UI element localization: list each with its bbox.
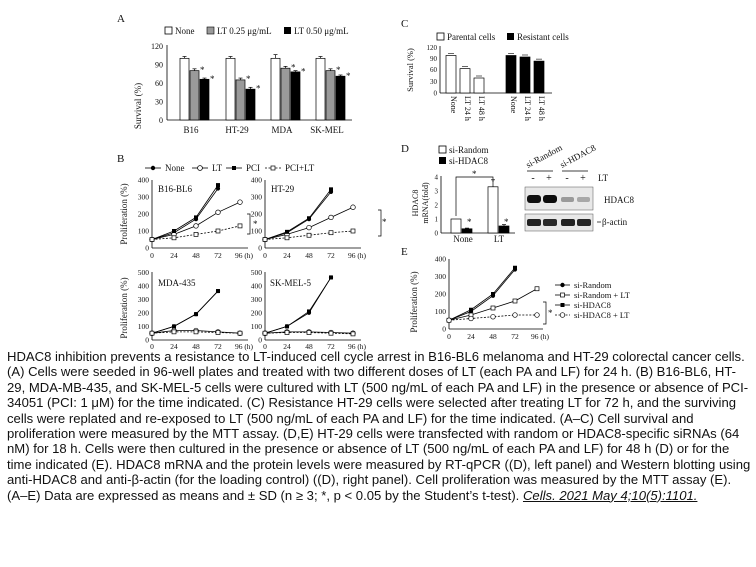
panel-a-ytick: 30 [155,97,163,107]
subplot-ht29-lines [263,187,356,241]
bar [246,89,255,120]
bar [462,229,472,233]
legend-lt050-swatch [284,27,291,34]
panel-d-letter: D [401,143,409,155]
panel-d-group-label: None [453,234,473,244]
bar [291,72,300,120]
ytick: 300 [250,295,262,304]
panel-b-letter: B [117,153,125,165]
legend-lt025-swatch [207,27,214,34]
bar [506,56,516,94]
panel-d-ytick: 2 [434,201,438,210]
series-line [152,189,218,240]
series-line [265,192,331,240]
panel-b-ylabel-top: Proliferation (%) [119,183,129,245]
xtick: 96 (h) [234,251,254,260]
legend-sihdac8-swatch [439,157,446,164]
legend-lt025-label: LT 0.25 μg/mL [217,26,272,36]
xtick: 96 (h) [530,332,550,341]
data-point [238,331,242,335]
subplot-mda435 [138,268,254,351]
series-line [152,291,218,333]
legend-pci-marker [232,166,236,170]
xtick: 24 [283,251,291,260]
panel-c-xlabel: LT 24 h [523,96,532,121]
significance-star: * [336,64,341,75]
legend-parental-label: Parental cells [447,32,496,42]
panel-e-legend [555,280,631,320]
legend-lt-marker [198,166,203,171]
ytick: 500 [250,268,262,277]
data-point [491,292,495,296]
bar [180,58,189,120]
xtick: 24 [170,342,178,351]
ytick: 200 [250,308,262,318]
data-point [194,215,198,219]
data-point [535,313,540,318]
xtick: 48 [305,342,313,351]
data-point [216,210,221,215]
data-point [150,331,154,335]
panel-d-ytick: 0 [434,229,438,238]
xtick: 0 [150,342,154,351]
ytick: 400 [434,254,446,264]
panel-b-legend [145,163,315,173]
ytick: 300 [137,295,149,304]
data-point [307,216,311,220]
legend-pcilt-marker [271,166,275,170]
legend-sihdac8-label: si-HDAC8 [574,300,611,310]
xtick: 0 [263,342,267,351]
significance-star: * [467,217,472,227]
xtick: 48 [192,342,200,351]
data-point [172,229,176,233]
panel-c-ytick: 90 [430,55,437,63]
western-blot [524,142,634,231]
panel-a-group-label: MDA [271,125,293,135]
xtick: 72 [327,251,335,260]
xtick: 0 [263,251,267,260]
legend-pcilt-label: PCI+LT [285,163,315,173]
data-point [469,316,474,321]
panel-a-group-label: HT-29 [225,125,249,135]
bar [460,69,470,93]
ytick: 400 [250,175,262,185]
ytick: 500 [137,268,149,277]
data-point [285,230,289,234]
subplot-skmel5 [251,268,367,351]
blot-sign: + [580,173,586,184]
panel-c-bars [446,54,544,94]
legend-parental-swatch [437,33,444,40]
panel-b-ylabel-bottom: Proliferation (%) [119,277,129,339]
significance-star: * [346,70,351,81]
significance-star: * [504,217,509,227]
series-line [449,268,515,321]
legend-sirandom-lt-label: si-Random + LT [574,290,630,300]
subplot-title: B16-BL6 [158,184,193,194]
blot-band [577,219,591,226]
data-point [216,289,220,293]
panel-c-xlabel: LT 24 h [463,96,472,121]
legend-resistant-label: Resistant cells [517,32,569,42]
panel-e-ylabel: Proliferation (%) [409,271,419,333]
ytick: 200 [137,308,149,318]
panel-d-ylabel [411,182,430,224]
legend-none-label: None [175,26,195,36]
bar [520,57,530,93]
data-point [329,215,334,220]
subplot-ht29 [251,176,387,261]
significance-star: * [246,74,251,85]
bar [336,76,345,120]
xtick: 72 [214,342,222,351]
data-point [351,205,356,210]
legend-sihdac8-lt-label: si-HDAC8 + LT [574,310,630,320]
bar [474,78,484,93]
significance-bracket [456,177,493,216]
blot-band [561,219,575,226]
panel-a [117,13,352,135]
legend-none-marker [151,166,155,170]
blot-band [561,197,574,202]
ytick: 100 [250,322,262,331]
blot-band [577,197,590,202]
panel-a-ytick: 60 [155,79,163,88]
significance-star: * [256,83,261,94]
subplot-mda435-lines [150,289,243,336]
blot-band [527,195,541,203]
bar [499,226,509,233]
data-point [307,309,311,313]
data-point [194,312,198,316]
significance-star: * [382,217,387,227]
legend-none-label: None [165,163,185,173]
panel-c-ytick: 0 [433,89,437,98]
data-point [329,275,333,279]
panel-c [401,18,569,121]
legend-sirandom-label: si-Random [574,280,612,290]
ytick: 200 [434,289,446,299]
significance-star: * [210,74,215,85]
panel-a-letter: A [117,13,125,25]
panel-c-xlabel: None [449,96,458,114]
panel-a-group-label: B16 [183,125,199,135]
series-line [449,270,515,321]
panel-a-bars [180,55,351,120]
blot-sign: - [531,173,535,184]
citation-link[interactable]: Cells. 2021 May 4;10(5):1101. [522,487,698,503]
data-point [172,324,176,328]
ytick: 100 [137,322,149,331]
bar [326,71,335,120]
blot-header-sirandom: si-Random [524,142,564,170]
blot-label-hdac8: HDAC8 [604,195,635,205]
xtick: 0 [447,332,451,341]
subplot-title: SK-MEL-5 [270,278,311,288]
xtick: 72 [511,332,519,341]
data-point [172,330,176,334]
subplot-title: MDA-435 [158,278,196,288]
blot-sign: - [565,173,569,184]
blot-lt-label: LT [598,173,609,183]
subplot-title: HT-29 [271,184,295,194]
bar [281,68,290,120]
data-point [263,238,267,242]
xtick: 72 [327,342,335,351]
panel-a-group-label: SK-MEL [310,125,344,135]
ytick: 0 [442,324,446,334]
xtick: 72 [214,251,222,260]
panel-b [117,153,387,351]
legend-lt-label: LT [212,163,223,173]
panel-d-group-label: LT [493,234,505,244]
xtick: 48 [192,251,200,260]
panel-e-lines [447,266,540,323]
bar [190,71,199,120]
xtick: 24 [467,332,475,341]
panel-c-ytick: 120 [426,44,437,52]
data-point [307,233,311,237]
xtick: 48 [489,332,497,341]
bar [446,56,456,94]
data-point [447,318,452,323]
panel-d-bars [451,180,509,233]
ytick: 400 [250,281,262,291]
panel-a-ylabel: Survival (%) [133,82,143,130]
panel-c-xlabel: LT 48 h [477,96,486,121]
ytick: 0 [145,243,149,253]
figure-caption [7,349,752,503]
ytick: 300 [434,272,446,281]
panel-d-ytick: 1 [434,215,438,224]
blot-header-sihdac8: si-HDAC8 [558,142,598,170]
ytick: 100 [137,226,149,236]
legend-sihdac8-label: si-HDAC8 [449,156,489,166]
panel-d-ytick: 3 [434,187,438,196]
legend-resistant-swatch [507,33,514,40]
xtick: 96 (h) [347,251,367,260]
significance-star: * [291,62,296,73]
legend-pci-label: PCI [246,163,261,173]
ytick: 400 [137,175,149,185]
panel-c-ytick: 30 [430,78,437,86]
ytick: 100 [250,226,262,236]
ytick: 200 [137,209,149,219]
bar [451,219,461,233]
data-point [329,187,333,191]
blot-label-actin: β-actin [602,217,628,227]
legend-sirandom-label: si-Random [449,145,489,155]
data-point [216,331,220,335]
data-point [491,314,496,319]
data-point [307,225,312,230]
bar [200,79,209,120]
ytick: 0 [145,335,149,345]
data-point [513,313,518,318]
series-line [152,291,218,333]
data-point [172,236,176,240]
bar [236,80,245,120]
data-point [535,287,539,291]
panel-c-xlabel: LT 48 h [537,96,546,121]
ylabel-line1: HDAC8 [411,189,420,217]
panel-c-ytick: 60 [430,66,437,74]
xtick: 0 [150,251,154,260]
bar [271,58,280,120]
xtick: 96 (h) [347,342,367,351]
bar [534,61,544,93]
ylabel-line2: mRNA(fold) [421,182,430,224]
legend-none-swatch [165,27,172,34]
panel-c-xlabel: None [509,96,518,114]
panel-d-ytick: 4 [434,173,438,182]
significance-star: * [301,66,306,77]
data-point [285,331,289,335]
caption-text: HDAC8 inhibition prevents a resistance to LT-induced cell cycle arrest in B16-BL6 melanoma and HT-29 colorectal cancer cells. (A) Cells were seeded in 96-well plates and treated with two different doses of LT (each PA and LF) for 24 h. (B) B16-BL6, HT-29, MDA-MB-435, and SK-MEL-5 cells were cultured with LT (500 ng/mL of each PA and LF) in the presence or absence of PCI-34051 (PCI: 1 μM) for the time indicated. (C) Resistance HT-29 cells were selected after treating LT for 72 h, and the surviving cells were replated and re-exposed to LT (500 ng/mL of each PA and LF) for the time indicated. (A–C) Cell survival and proliferation were measured by the MTT assay. (D,E) HT-29 cells were transfected with random or HDAC8-specific siRNAs (64 nM) for 18 h. Cells were then cultured in the presence or absence of LT (500 ng/mL of each PA and LF) for 48 h (D) or for the time indicated (E). HDAC8 mRNA and the protein levels were measured by RT-qPCR ((D), left panel) and Western blotting using anti-HDAC8 and anti-β-actin (for the loading control) ((D), right panel). Cell proliferation was measured by the MTT assay (E). (A–E) Data are expressed as means and ± SD (n ≥ 3; *, p < 0.05 by the Student’s t-test). [7,349,751,503]
data-point [329,231,333,235]
ytick: 0 [258,335,262,345]
panel-d [401,142,635,244]
xtick: 24 [283,342,291,351]
significance-star: * [472,169,477,179]
bar [488,187,498,233]
ytick: 300 [250,192,262,202]
significance-star: * [200,64,205,75]
xtick: 96 (h) [234,342,254,351]
ytick: 400 [137,281,149,291]
xtick: 48 [305,251,313,260]
blot-band [527,219,541,226]
panel-a-ytick: 0 [159,116,163,125]
data-point [216,229,220,233]
data-point [351,332,355,336]
bar [316,58,325,120]
data-point [263,331,267,335]
significance-star: * [253,219,258,229]
data-point [351,229,355,233]
data-point [491,306,495,310]
data-point [285,324,289,328]
data-point [513,299,517,303]
data-point [150,238,154,242]
data-point [285,236,289,240]
data-point [469,308,473,312]
panel-a-ytick: 90 [155,60,163,70]
legend-sirandom-swatch [439,146,446,153]
significance-star: * [548,308,553,318]
legend-lt050-label: LT 0.50 μg/mL [294,26,349,36]
panel-a-ytick: 120 [151,42,163,51]
data-point [194,330,198,334]
ytick: 0 [258,243,262,253]
data-point [194,224,199,229]
data-point [194,232,198,236]
ytick: 100 [434,307,446,316]
data-point [307,331,311,335]
panel-e [401,246,631,341]
data-point [238,224,242,228]
panel-e-letter: E [401,246,408,258]
xtick: 24 [170,251,178,260]
ytick: 300 [137,192,149,202]
data-point [513,266,517,270]
series-line [265,189,331,239]
data-point [329,331,333,335]
data-point [216,183,220,187]
blot-band [543,195,557,203]
panel-c-letter: C [401,18,409,30]
panel-c-ylabel: Survival (%) [405,48,415,92]
bar [226,58,235,120]
subplot-b16bl6 [138,176,258,261]
data-point [238,200,243,205]
blot-band [543,219,557,226]
ytick: 200 [250,209,262,219]
blot-sign: + [546,173,552,184]
